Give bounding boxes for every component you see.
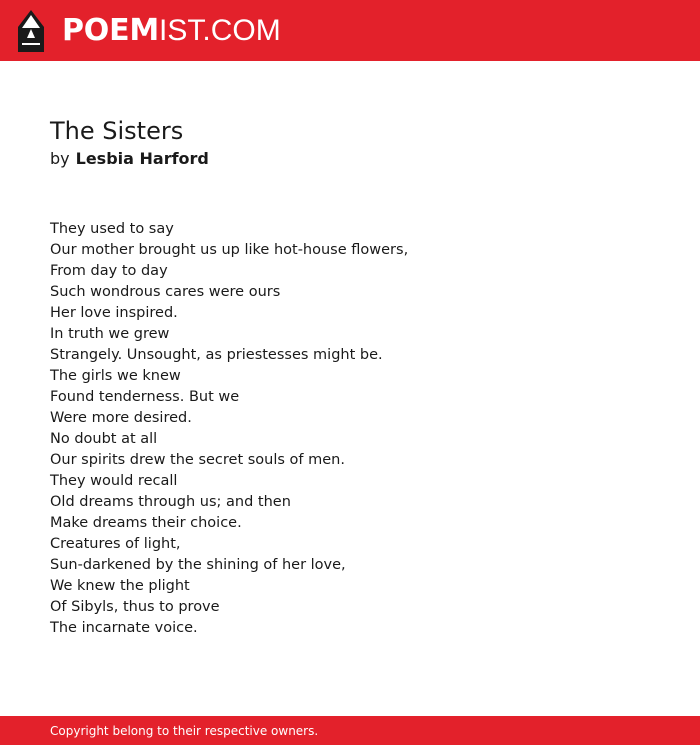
poem-body: [50, 219, 408, 639]
poem-line: The incarnate voice.: [50, 620, 198, 636]
poem-line: Strangely. Unsought, as priestesses might be.: [50, 347, 383, 363]
poem-line: Such wondrous cares were ours: [50, 284, 281, 300]
logo-link[interactable]: [0, 0, 281, 61]
poem-line: Make dreams their choice.: [50, 515, 242, 531]
poem-line: In truth we grew: [50, 326, 170, 342]
poem-line: Sun-darkened by the shining of her love,: [50, 557, 346, 573]
poem-line: Old dreams through us; and then: [50, 494, 291, 510]
poem-line: Creatures of light,: [50, 536, 181, 552]
poem-title: The Sisters: [50, 117, 184, 145]
poem-line: Of Sibyls, thus to prove: [50, 599, 220, 615]
poem-line: The girls we knew: [50, 368, 181, 384]
poem-line: Found tenderness. But we: [50, 389, 240, 405]
logo-wordmark-bold: POEM: [62, 13, 160, 48]
poem-line: Our spirits drew the secret souls of men.: [50, 452, 345, 468]
poem-line: Our mother brought us up like hot-house flowers,: [50, 242, 409, 258]
byline: [50, 149, 209, 169]
poem-line: No doubt at all: [50, 431, 158, 447]
site-header: [0, 0, 700, 61]
logo-wordmark-light: IST.COM: [159, 14, 281, 47]
poem-line: We knew the plight: [50, 578, 190, 594]
poem-line: Her love inspired.: [50, 305, 178, 321]
poem-line: Were more desired.: [50, 410, 192, 426]
poem-line: They would recall: [50, 473, 178, 489]
pencil-tip-icon: [18, 10, 44, 52]
author-name: Lesbia Harford: [75, 149, 209, 168]
poem-line: They used to say: [50, 221, 174, 237]
by-label: by: [50, 149, 70, 168]
copyright-notice: Copyright belong to their respective owners.: [50, 724, 319, 738]
site-footer: [0, 716, 700, 745]
poem-line: From day to day: [50, 263, 168, 279]
logo-wordmark: [62, 12, 281, 50]
